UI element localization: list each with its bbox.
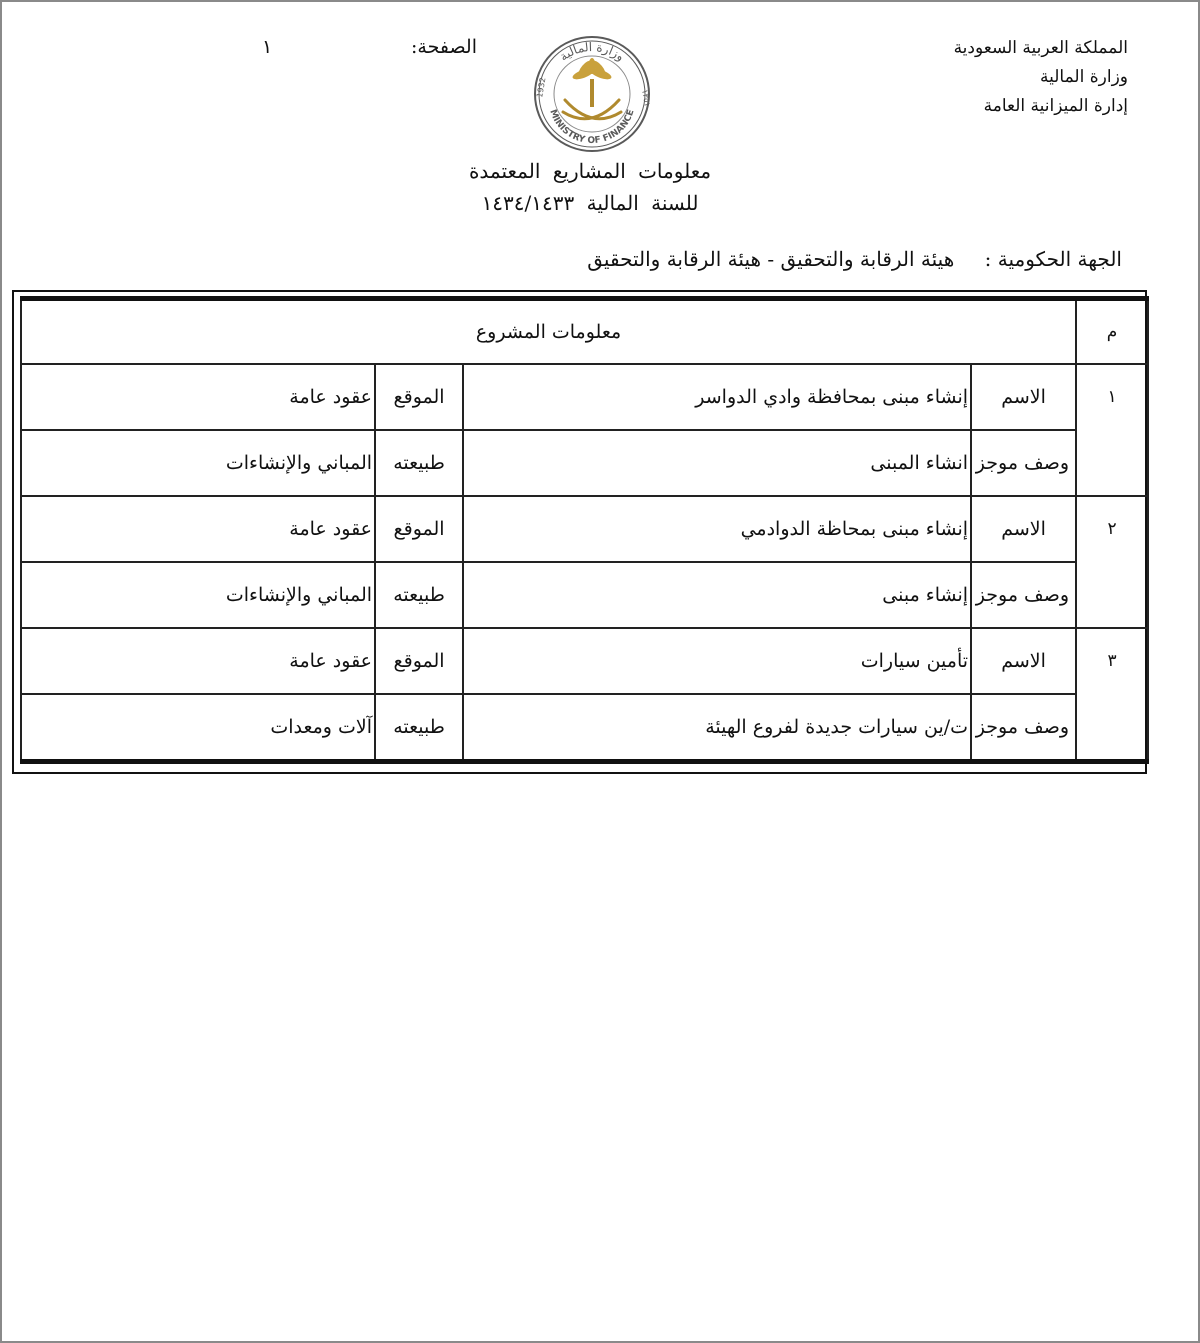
project-location: عقود عامة: [21, 496, 375, 562]
brief-label: وصف موجز: [971, 562, 1076, 628]
table-row: [21, 562, 1148, 628]
row-number: ٣: [1076, 628, 1148, 762]
palm-tree-icon: [571, 58, 612, 107]
project-brief: انشاء المبنى: [463, 430, 971, 496]
project-name: إنشاء مبنى بمحافظة وادي الدواسر: [463, 364, 971, 430]
location-label: الموقع: [375, 496, 463, 562]
government-entity: [502, 247, 1122, 271]
page-number-block: [262, 36, 477, 66]
letterhead: [868, 34, 1128, 121]
row-number: ١: [1076, 364, 1148, 496]
department-name: إدارة الميزانية العامة: [983, 96, 1128, 116]
seal-english-text: MINISTRY OF FINANCE: [547, 108, 637, 147]
project-location: عقود عامة: [21, 364, 375, 430]
col-info-header: معلومات المشروع: [21, 299, 1076, 365]
project-location: عقود عامة: [21, 628, 375, 694]
nature-label: طبيعته: [375, 562, 463, 628]
table-row: [21, 364, 1148, 430]
table-row: [21, 430, 1148, 496]
table-row: [21, 694, 1148, 762]
ministry-name: وزارة المالية: [1040, 67, 1128, 87]
project-name: تأمين سيارات: [463, 628, 971, 694]
location-label: الموقع: [375, 364, 463, 430]
document-title: [380, 155, 800, 219]
seal-year-hijri: ١٣٥١: [640, 88, 652, 108]
name-label: الاسم: [971, 496, 1076, 562]
project-name: إنشاء مبنى بمحاظة الدوادمي: [463, 496, 971, 562]
seal-year-gregorian: 1932: [535, 76, 548, 99]
projects-table-frame: [12, 290, 1147, 774]
entity-label: الجهة الحكومية :: [984, 247, 1122, 271]
row-number: ٢: [1076, 496, 1148, 628]
project-nature: آلات ومعدات: [21, 694, 375, 762]
col-num-header: م: [1076, 299, 1148, 365]
page-label: الصفحة:: [410, 36, 477, 58]
project-nature: المباني والإنشاءات: [21, 562, 375, 628]
project-brief: ت/ين سيارات جديدة لفروع الهيئة: [463, 694, 971, 762]
seal-emblem-icon: [525, 34, 659, 154]
table-row: [21, 628, 1148, 694]
project-brief: إنشاء مبنى: [463, 562, 971, 628]
kingdom-name: المملكة العربية السعودية: [953, 38, 1128, 58]
location-label: الموقع: [375, 628, 463, 694]
ministry-seal: [525, 34, 659, 154]
brief-label: وصف موجز: [971, 694, 1076, 762]
nature-label: طبيعته: [375, 694, 463, 762]
table-header-row: [21, 299, 1148, 365]
nature-label: طبيعته: [375, 430, 463, 496]
name-label: الاسم: [971, 364, 1076, 430]
title-line-2: للسنة المالية ١٤٣٤/١٤٣٣: [481, 191, 699, 215]
project-nature: المباني والإنشاءات: [21, 430, 375, 496]
title-line-1: معلومات المشاريع المعتمدة: [468, 159, 712, 183]
name-label: الاسم: [971, 628, 1076, 694]
table-row: [21, 496, 1148, 562]
brief-label: وصف موجز: [971, 430, 1076, 496]
seal-arabic-text: وزارة المالية: [556, 39, 628, 64]
projects-table: [20, 296, 1149, 764]
page-number: ١: [262, 36, 273, 58]
entity-value: هيئة الرقابة والتحقيق - هيئة الرقابة والتحقيق: [587, 247, 955, 271]
